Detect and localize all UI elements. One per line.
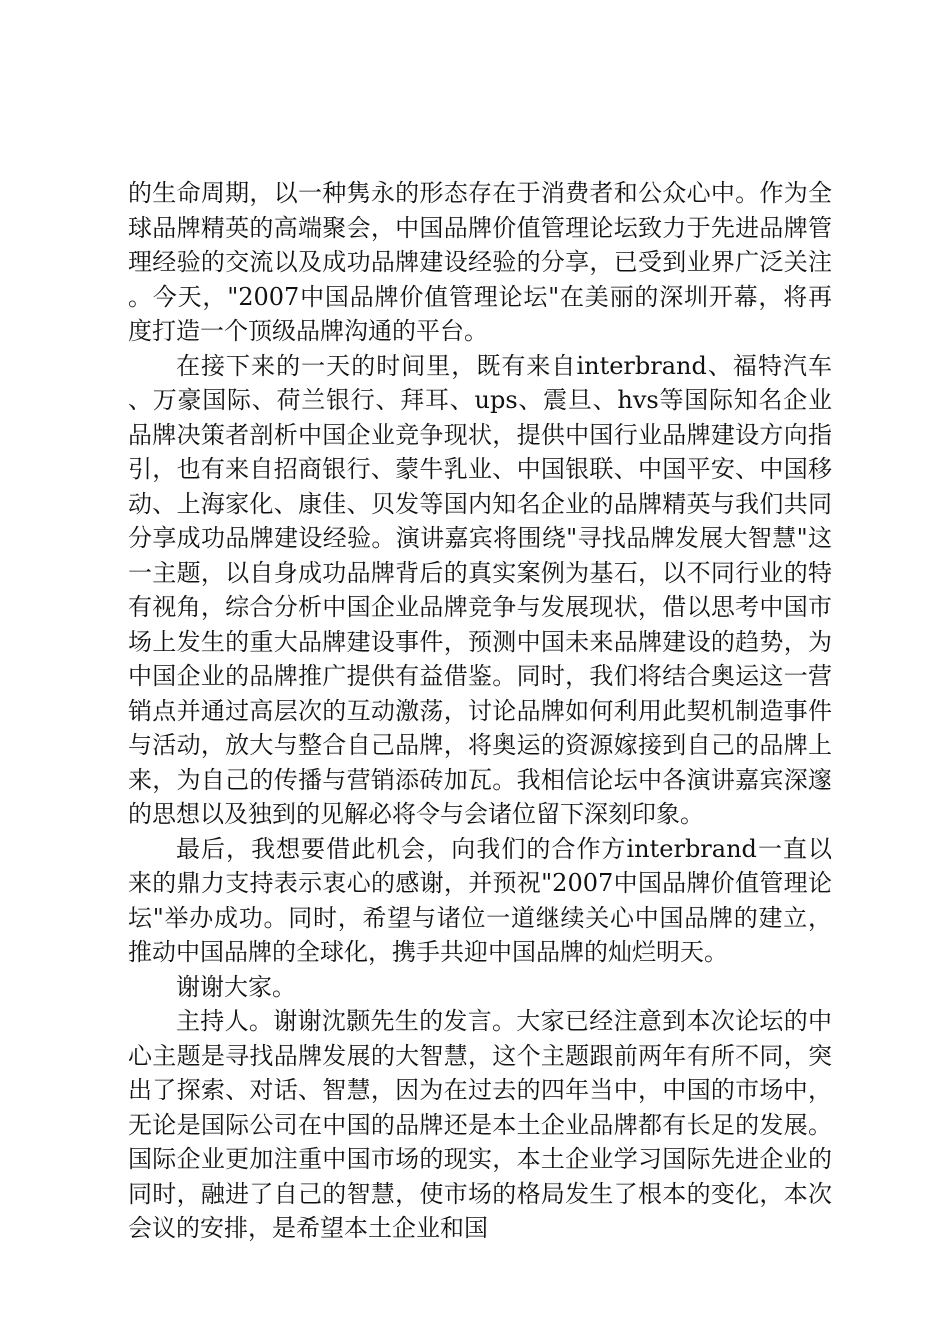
- paragraph-host-remarks: 主持人。谢谢沈颢先生的发言。大家已经注意到本次论坛的中心主题是寻找品牌发展的大智慧，这个主题跟前两年有所不同，突出了探索、对话、智慧，因为在过去的四年当中，中国的市场中，无论是国际公司在中国的品牌还是本土企业品牌都有长足的发展。国际企业更加注重中国市场的现实，本土企业学习国际先进企业的同时，融进了自己的智慧，使市场的格局发生了根本的变化，本次会议的安排，是希望本土企业和国: [128, 1007, 832, 1242]
- paragraph-continuation: 的生命周期，以一种隽永的形态存在于消费者和公众心中。作为全球品牌精英的高端聚会，中国品牌价值管理论坛致力于先进品牌管理经验的交流以及成功品牌建设经验的分享，已受到业界广泛关注。今天，"2007中国品牌价值管理论坛"在美丽的深圳开幕，将再度打造一个顶级品牌沟通的平台。: [128, 179, 832, 345]
- paragraph-thank-you: 谢谢大家。: [176, 972, 296, 1001]
- paragraph-closing-thanks: 最后，我想要借此机会，向我们的合作方interbrand一直以来的鼎力支持表示衷心的感谢，并预祝"2007中国品牌价值管理论坛"举办成功。同时，希望与诸位一道继续关心中国品牌的建立，推动中国品牌的全球化，携手共迎中国品牌的灿烂明天。: [128, 834, 832, 966]
- document-page: [128, 176, 832, 1246]
- paragraph-forum-speakers: 在接下来的一天的时间里，既有来自interbrand、福特汽车、万豪国际、荷兰银行、拜耳、ups、震旦、hvs等国际知名企业品牌决策者剖析中国企业竞争现状，提供中国行业品牌建设方向指引，也有来自招商银行、蒙牛乳业、中国银联、中国平安、中国移动、上海家化、康佳、贝发等国内知名企业的品牌精英与我们共同分享成功品牌建设经验。演讲嘉宾将围绕"寻找品牌发展大智慧"这一主题，以自身成功品牌背后的真实案例为基石，以不同行业的特有视角，综合分析中国企业品牌竞争与发展现状，借以思考中国市场上发生的重大品牌建设事件，预测中国未来品牌建设的趋势，为中国企业的品牌推广提供有益借鉴。同时，我们将结合奥运这一营销点并通过高层次的互动激荡，讨论品牌如何利用此契机制造事件与活动，放大与整合自己品牌，将奥运的资源嫁接到自己的品牌上来，为自己的传播与营销添砖加瓦。我相信论坛中各演讲嘉宾深邃的思想以及独到的见解必将令与会诸位留下深刻印象。: [128, 351, 832, 828]
